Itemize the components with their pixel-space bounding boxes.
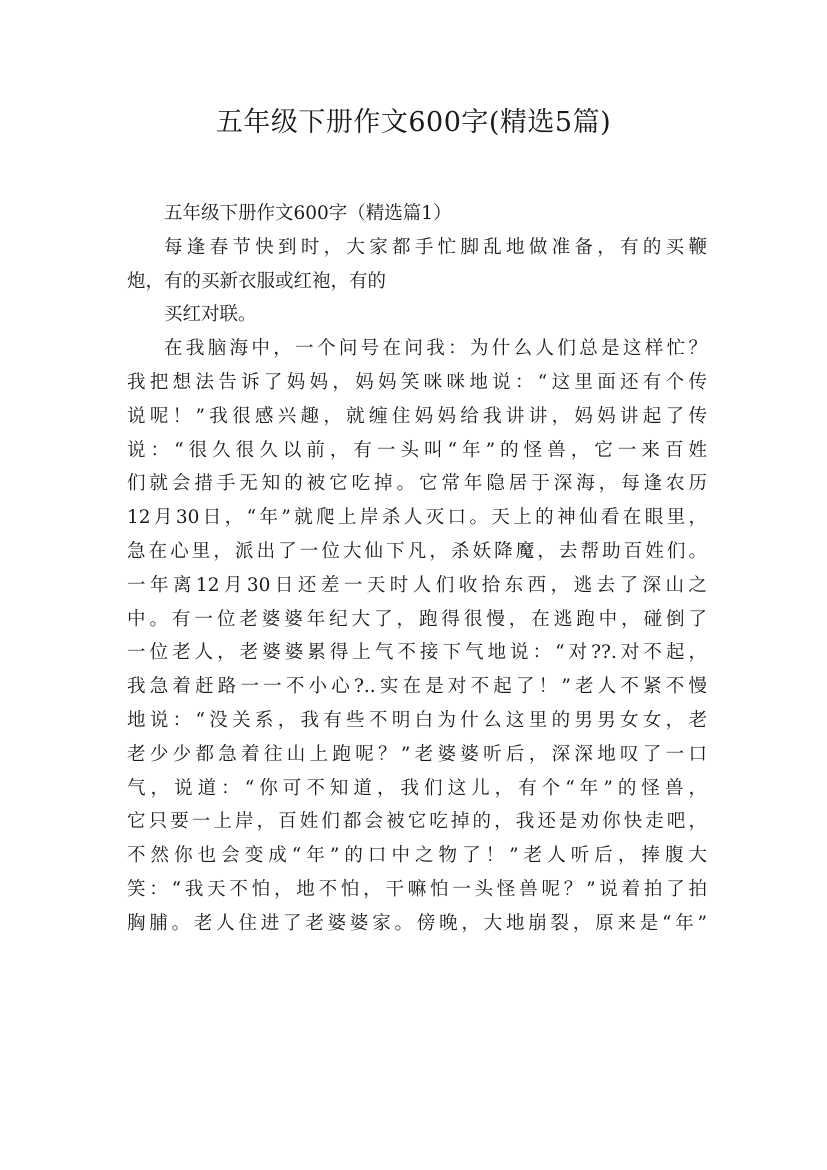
paragraph-line: 每逢春节快到时，大家都手忙脚乱地做准备，有的买鞭 — [164, 236, 707, 258]
paragraph-line: 笑：“我天不怕，地不怕，干嘛怕一头怪兽呢？”说着拍了拍 — [127, 878, 707, 900]
paragraph-line: 买红对联。 — [164, 304, 257, 326]
paragraph-line: 12月30日，“年”就爬上岸杀人灭口。天上的神仙看在眼里， — [127, 507, 707, 529]
paragraph-line: 地说：“没关系，我有些不明白为什么这里的男男女女，老 — [127, 709, 707, 731]
section-heading: 五年级下册作文600字（精选篇1） — [164, 203, 452, 224]
paragraph-line: 中。有一位老婆婆年纪大了，跑得很慢，在逃跑中，碰倒了 — [127, 608, 707, 630]
paragraph-line: 一位老人，老婆婆累得上气不接下气地说：“对??.对不起， — [127, 642, 707, 664]
paragraph-line: 我把想法告诉了妈妈，妈妈笑咪咪地说：“这里面还有个传 — [127, 371, 707, 393]
paragraph-line: 们就会措手无知的被它吃掉。它常年隐居于深海，每逢农历 — [127, 473, 707, 495]
paragraph-line: 胸脯。老人住进了老婆婆家。傍晚，大地崩裂，原来是“年” — [127, 912, 707, 934]
paragraph-line: 气，说道：“你可不知道，我们这儿，有个“年”的怪兽， — [127, 777, 707, 799]
paragraph-line: 我急着赶路一一不小心?..实在是对不起了！”老人不紧不慢 — [127, 676, 707, 698]
paragraph-line: 老少少都急着往山上跑呢？”老婆婆听后，深深地叹了一口 — [127, 743, 707, 765]
document-body — [127, 197, 707, 941]
paragraph-line: 在我脑海中，一个问号在问我：为什么人们总是这样忙？ — [164, 338, 707, 360]
paragraph-line: 它只要一上岸，百姓们都会被它吃掉的，我还是劝你快走吧， — [127, 811, 707, 833]
paragraph-line: 说呢！”我很感兴趣，就缠住妈妈给我讲讲，妈妈讲起了传 — [127, 405, 707, 427]
paragraph-line: 说：“很久很久以前，有一头叫“年”的怪兽，它一来百姓 — [127, 439, 707, 461]
paragraph-line: 不然你也会变成“年”的口中之物了！”老人听后，捧腹大 — [127, 845, 707, 867]
paragraph-line: 炮，有的买新衣服或红袍，有的 — [127, 270, 387, 292]
paragraph-line: 急在心里，派出了一位大仙下凡，杀妖降魔，去帮助百姓们。 — [127, 540, 707, 562]
document-title: 五年级下册作文600字(精选5篇) — [215, 107, 612, 138]
paragraph-line: 一年离12月30日还差一天时人们收拾东西，逃去了深山之 — [127, 574, 707, 596]
